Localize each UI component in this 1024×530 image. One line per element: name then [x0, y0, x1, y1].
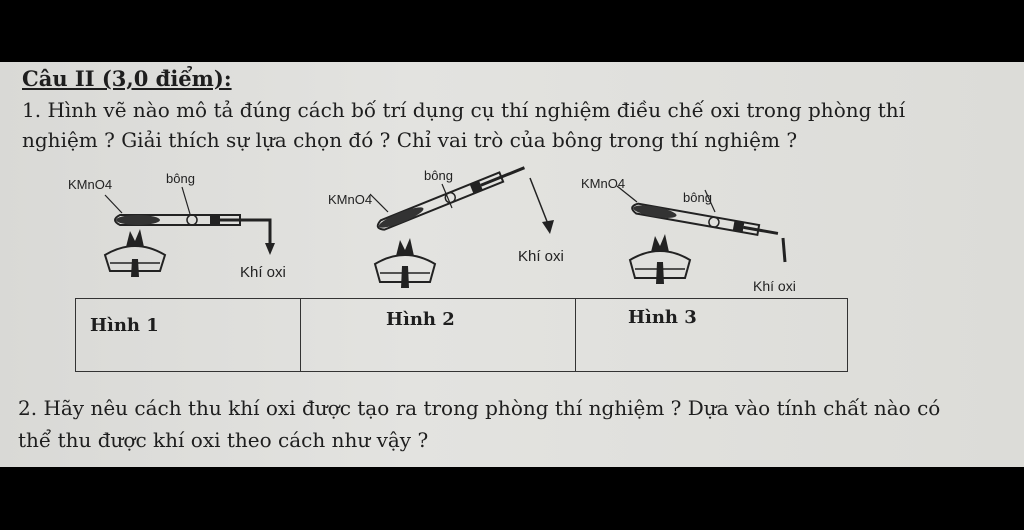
figure-3-gas-label: Khí oxi	[753, 278, 796, 294]
figure-3	[575, 176, 835, 300]
figure-2-cotton-label: bông	[424, 168, 453, 183]
question2-line1: 2. Hãy nêu cách thu khí oxi được tạo ra trong phòng thí nghiệm ? Dựa vào tính chất nào có	[18, 396, 941, 420]
figure-2	[320, 162, 580, 297]
figure-1-gas-label: Khí oxi	[240, 264, 286, 281]
table-cell-hinh-3	[576, 299, 847, 371]
figure-2-reagent-label: KMnO4	[328, 192, 373, 207]
figure-2-gas-label: Khí oxi	[518, 248, 564, 265]
figure-1-cotton-label: bông	[166, 171, 195, 186]
question2-line2: thể thu được khí oxi theo cách như vậy ?	[18, 428, 429, 452]
figure-3-cotton-label: bông	[683, 190, 712, 205]
answer-table	[75, 298, 848, 372]
question1-line1: 1. Hình vẽ nào mô tả đúng cách bố trí dụng cụ thí nghiệm điều chế oxi trong phòng thí	[22, 98, 906, 122]
table-label-hinh-1: Hình 1	[90, 315, 159, 336]
table-cell-hinh-1	[76, 299, 301, 371]
figure-1	[60, 167, 310, 292]
question-heading: Câu II (3,0 điểm):	[22, 66, 232, 91]
question1-line2: nghiệm ? Giải thích sự lựa chọn đó ? Chỉ vai trò của bông trong thí nghiệm ?	[22, 128, 798, 152]
figure-1-reagent-label: KMnO4	[68, 177, 113, 192]
table-label-hinh-2: Hình 2	[386, 309, 455, 330]
table-cell-hinh-2	[301, 299, 576, 371]
figure-3-reagent-label: KMnO4	[581, 176, 626, 191]
table-label-hinh-3: Hình 3	[628, 307, 697, 328]
exam-paper	[0, 62, 1024, 467]
